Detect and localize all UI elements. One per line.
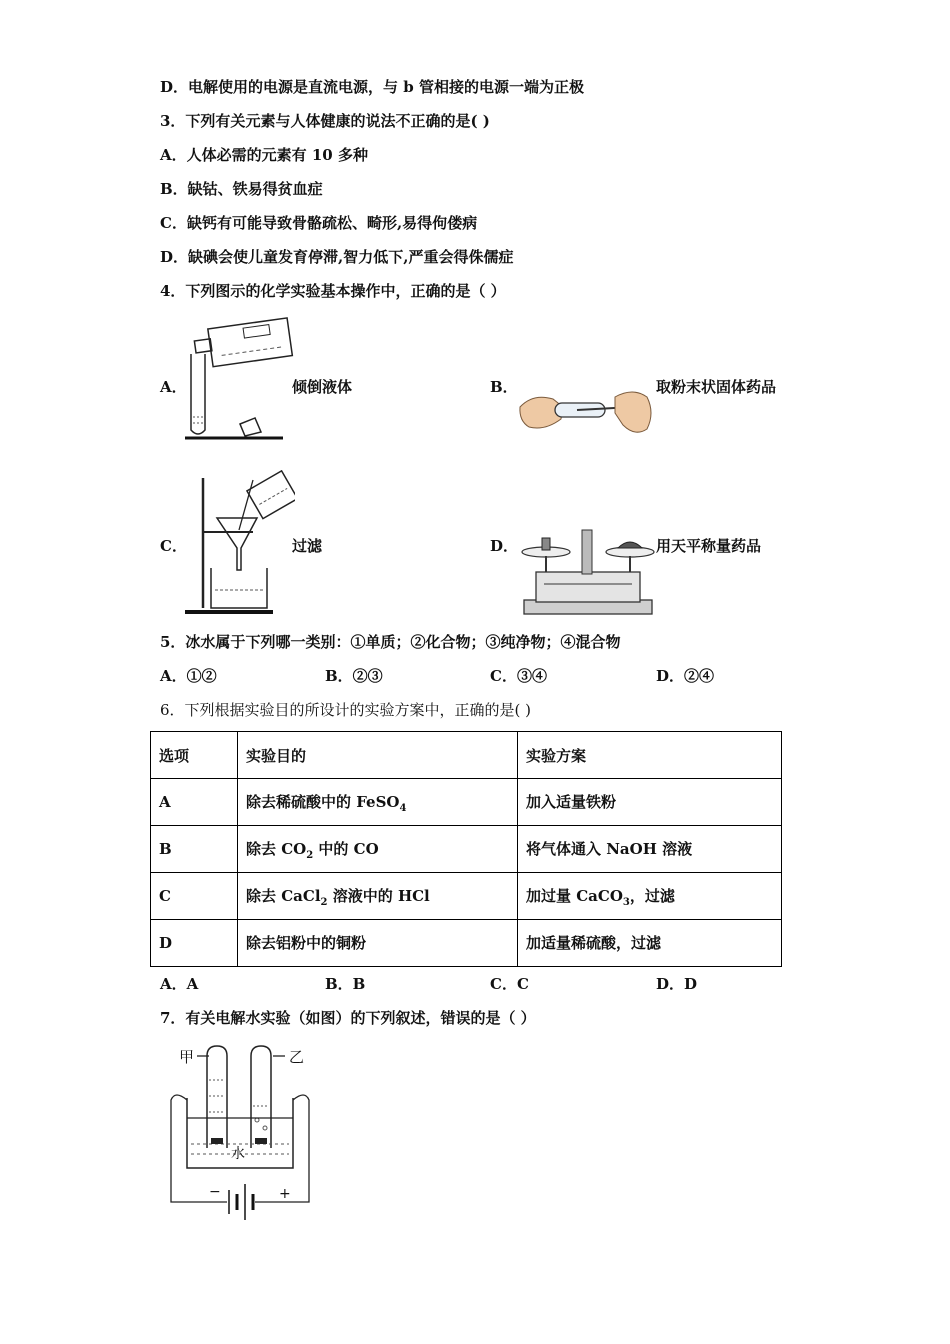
q4-option-a-label: A．	[160, 378, 187, 396]
q4-option-b-label: B．	[490, 378, 518, 396]
row-option: A	[151, 779, 238, 826]
row-purpose: 除去 $CO_2$ 中的 CO	[238, 826, 518, 873]
q5-option-a: A．①②	[160, 667, 217, 685]
row-purpose: 除去稀硫酸中的 FeSO$_4$	[238, 779, 518, 826]
q4-caption-c: 过滤	[292, 537, 323, 555]
q6-option-a: A．A	[160, 975, 199, 993]
q6-option-d: D．D	[656, 975, 698, 993]
plus-label: +	[279, 1186, 291, 1202]
q5-option-b: B．②③	[325, 667, 383, 685]
q6-stem: 6．下列根据实验目的所设计的实验方案中，正确的是( )	[160, 701, 532, 719]
q3-stem: 3．下列有关元素与人体健康的说法不正确的是( )	[160, 112, 490, 130]
table-row	[151, 920, 782, 967]
q3-option-a: A．人体必需的元素有 10 多种	[160, 146, 368, 164]
powder-spatula-figure	[515, 385, 655, 443]
table-row	[151, 779, 782, 826]
q4-caption-d: 用天平称量药品	[656, 537, 762, 555]
q4-caption-b: 取粉末状固体药品	[656, 378, 777, 396]
q4-option-d-label: D．	[490, 537, 519, 555]
row-option: B	[151, 826, 238, 873]
header-purpose: 实验目的	[238, 732, 518, 779]
q5-stem: 5．冰水属于下列哪一类别：①单质；②化合物；③纯净物；④混合物	[160, 633, 621, 651]
header-option: 选项	[151, 732, 238, 779]
row-plan: 加入适量铁粉	[518, 779, 782, 826]
q5-option-d: D．②④	[656, 667, 715, 685]
q6-option-b: B．B	[325, 975, 366, 993]
q4-option-c-label: C．	[160, 537, 187, 555]
q3-option-c: C．缺钙有可能导致骨骼疏松、畸形,易得佝偻病	[160, 214, 478, 232]
q5-option-c: C．③④	[490, 667, 547, 685]
header-plan: 实验方案	[518, 732, 782, 779]
filtration-figure	[183, 470, 295, 618]
row-plan: 加适量稀硫酸，过滤	[518, 920, 782, 967]
q3-option-b: B．缺钴、铁易得贫血症	[160, 180, 323, 198]
q2-option-d: D．电解使用的电源是直流电源，与 b 管相接的电源一端为正极	[160, 78, 584, 96]
q6-table	[150, 731, 782, 967]
table-row	[151, 826, 782, 873]
balance-figure	[518, 522, 658, 618]
table-header-row	[151, 732, 782, 779]
water-label: 水	[231, 1146, 245, 1162]
tube-label-left: 甲	[179, 1048, 195, 1066]
q4-caption-a: 倾倒液体	[292, 378, 353, 396]
row-option: C	[151, 873, 238, 920]
pour-liquid-figure	[185, 312, 295, 442]
row-purpose: 除去铝粉中的铜粉	[238, 920, 518, 967]
row-option: D	[151, 920, 238, 967]
row-purpose: 除去 CaCl$_2$ 溶液中的 HCl	[238, 873, 518, 920]
row-plan: 将气体通入 NaOH 溶液	[518, 826, 782, 873]
row-plan: 加过量 CaCO$_3$，过滤	[518, 873, 782, 920]
table-row	[151, 873, 782, 920]
tube-label-right: 乙	[289, 1048, 305, 1066]
q6-option-c: C．C	[490, 975, 529, 993]
minus-label: −	[209, 1184, 221, 1200]
q7-stem: 7．有关电解水实验（如图）的下列叙述，错误的是（ ）	[160, 1009, 536, 1027]
electrolysis-figure	[165, 1040, 315, 1226]
q4-stem: 4．下列图示的化学实验基本操作中，正确的是（ ）	[160, 282, 506, 300]
q3-option-d: D．缺碘会使儿童发育停滞,智力低下,严重会得侏儒症	[160, 248, 514, 266]
